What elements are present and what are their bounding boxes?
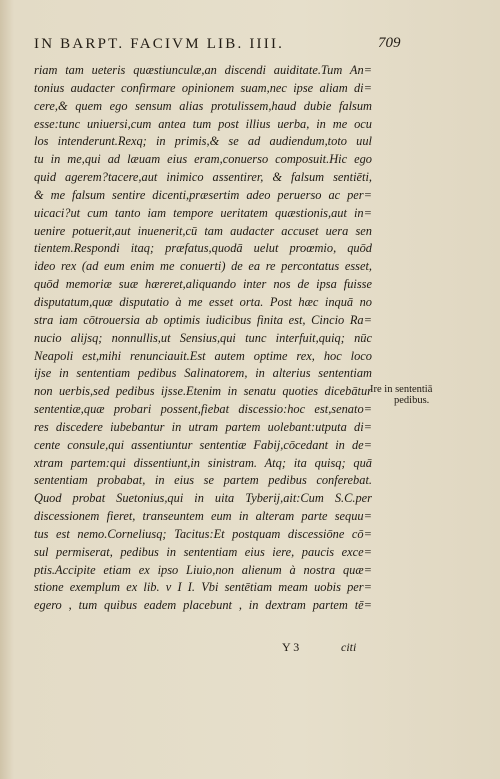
text-line: tonius audacter confirmare opinionem suam,nec ipse aliam di= — [34, 80, 372, 95]
text-line: tus est nemo.Corneliusq; Tacitus:Et postquam discessiōne cō= — [34, 526, 372, 541]
text-line: cente consule,qui assentiuntur sententiæ Fabij,cōcedant in de= — [34, 437, 372, 452]
text-line: disputatum,quæ disputatio à me esset orta. Post hæc inquā no — [34, 294, 372, 309]
text-line: Quod probat Suetonius,qui in uita Tyberij,ait:Cum S.C.per — [34, 491, 372, 506]
running-head: IN BARPT. FACIVM LIB. IIII. — [34, 36, 285, 52]
text-line: ijse in sententiam pedibus Salinatorem, in alterius sententiam — [34, 366, 372, 381]
text-line: xtram partem:qui dissentiunt,in sinistram. Atq; ita quisq; quā — [34, 455, 372, 470]
main-text-block — [34, 62, 372, 615]
text-line: & me falsum sentire dicenti,præsertim adeo peruerso ac per= — [34, 187, 372, 202]
signature-mark: Y 3 — [282, 640, 300, 654]
text-line: tu in me,qui ad læuam eius eram,conuerso composuit.Hic ego — [34, 152, 372, 167]
text-line: esse:tunc uniuersi,cum antea tum post illius uerba, in me ocu — [34, 116, 372, 131]
text-line: Neapoli est,mihi renunciauit.Est autem optime rex, hoc loco — [34, 348, 372, 363]
text-line: uenire potuerit,aut inuenerit,cū tam audacter accuset uera sen — [34, 223, 372, 238]
margin-note — [370, 384, 450, 406]
text-line: uicaci?ut cum tanto iam tempore ueritatem quæstionis,aut in= — [34, 205, 372, 220]
margin-note-line: Ire in sententiā — [370, 384, 433, 395]
text-line: riam tam ueteris quæstiunculæ,an discendi auiditate.Tum An= — [34, 63, 372, 77]
text-line: cere,& quem ego sensum alias protulissem,haud dubie falsum — [34, 98, 372, 113]
catchword: citi — [341, 640, 357, 654]
text-line: ptis.Accipite etiam ex ipso Liuio,non alienum à nostra quæ= — [34, 562, 372, 577]
text-line: res discedere iubebantur in utram partem uolebant:utputa di= — [34, 419, 372, 434]
text-line: quid agerem?tacere,aut inimico assentirer, & falsum sentiēti, — [34, 170, 372, 185]
text-line: sul permiserat, pedibus in sententiam eius iere, paucis exce= — [34, 544, 372, 559]
text-line: nucio alijsq; nonnullis,ut Sensius,qui tunc interfuit,quiq; nūc — [34, 330, 372, 345]
text-line: discessionem fieret, transeuntem eum in alteram parte sequu= — [34, 509, 372, 524]
text-line: ideo rex (ad eum enim me conuerti) de ea re percontatus esset, — [34, 259, 372, 274]
text-line: tientem.Respondi itaq; præfatus,quodā uelut proœmio, quōd — [34, 241, 372, 256]
text-line: sententiam probabat, in eius se partem pedibus conferebat. — [34, 473, 372, 488]
text-line: egero , tum quibus eadem placebunt , in dextram partem tē= — [34, 598, 372, 613]
text-line: non uerbis,sed pedibus ijsse.Etenim in senatu quoties dicebātur — [34, 384, 372, 399]
text-line: los intenderunt.Rexq; in primis,& se ad audiendum,toto uul — [34, 134, 372, 149]
text-line: stione exemplum ex lib. v I I. Vbi sentētiam meam uobis per= — [34, 580, 372, 595]
text-line: quōd memoriæ suæ hæreret,aliquando inter nos de ipsa fuisse — [34, 277, 372, 292]
text-line: stra iam cōtrouersia ab optimis iudicibus finita est, Cincio Ra= — [34, 312, 372, 327]
page-number: 709 — [378, 35, 401, 51]
text-line: sententiæ,quæ probari possent,fiebat discessio:hoc est,senato= — [34, 402, 372, 417]
margin-note-line: pedibus. — [394, 395, 430, 406]
